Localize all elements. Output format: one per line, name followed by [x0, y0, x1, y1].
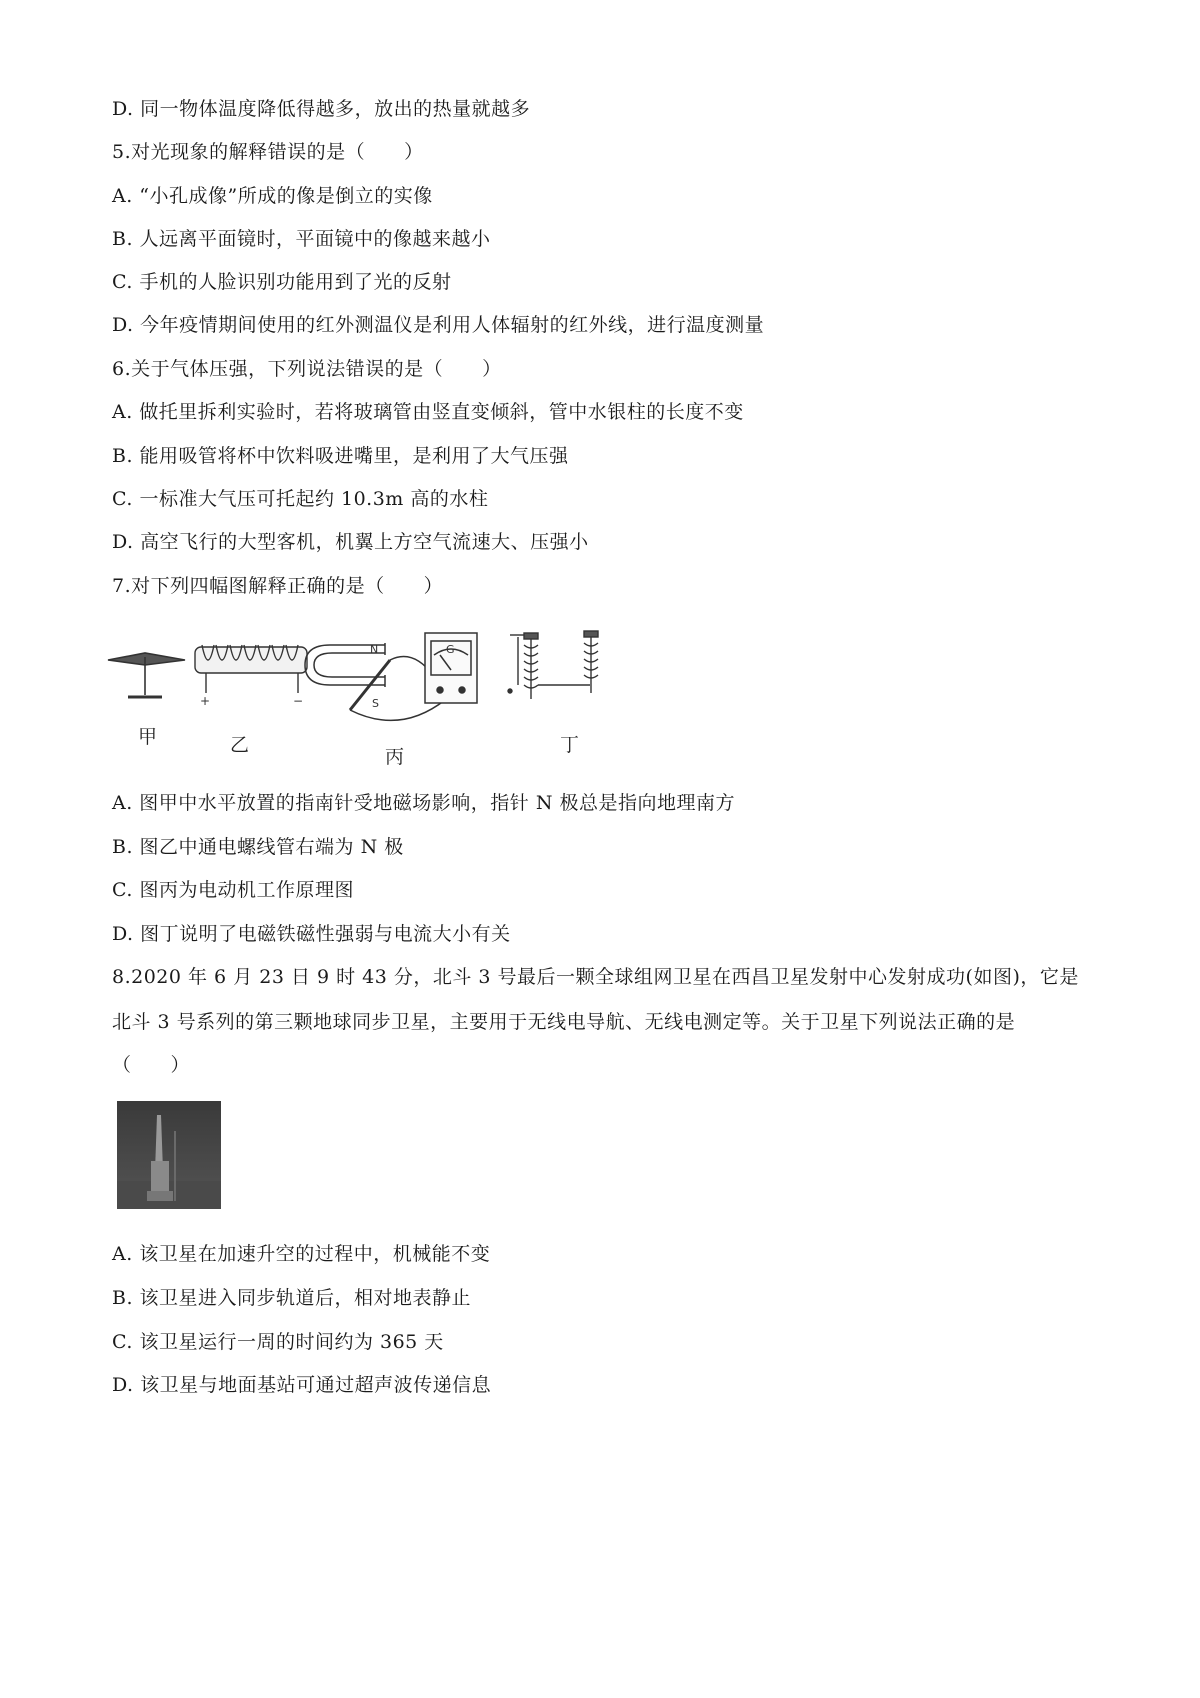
- question-6-stem: 6.关于气体压强，下列说法错误的是（ ）: [112, 358, 502, 380]
- option-8d: D. 该卫星与地面基站可通过超声波传递信息: [112, 1374, 492, 1396]
- option-8b: B. 该卫星进入同步轨道后，相对地表静止: [112, 1287, 472, 1309]
- option-6b: B. 能用吸管将杯中饮料吸进嘴里，是利用了大气压强: [112, 445, 569, 467]
- caption-ding: 丁: [560, 734, 580, 756]
- option-7a: A. 图甲中水平放置的指南针受地磁场影响，指针 N 极总是指向地理南方: [112, 792, 736, 814]
- option-5d: D. 今年疫情期间使用的红外测温仪是利用人体辐射的红外线，进行温度测量: [112, 314, 765, 336]
- option-5a: A. “小孔成像”所成的像是倒立的实像: [112, 185, 433, 207]
- magnet-n-label: N: [370, 643, 379, 656]
- option-6c: C. 一标准大气压可托起约 10.3m 高的水柱: [112, 488, 489, 510]
- option-6d: D. 高空飞行的大型客机，机翼上方空气流速大、压强小: [112, 531, 589, 553]
- caption-jia: 甲: [138, 726, 158, 748]
- option-7d: D. 图丁说明了电磁铁磁性强弱与电流大小有关: [112, 923, 511, 945]
- option-4d: D. 同一物体温度降低得越多，放出的热量就越多: [112, 98, 531, 120]
- option-7b: B. 图乙中通电螺线管右端为 N 极: [112, 836, 404, 858]
- electromagnet-diagram: [508, 631, 598, 699]
- compass-diagram: [108, 653, 185, 697]
- question-8-stem-line2: 北斗 3 号系列的第三颗地球同步卫星，主要用于无线电导航、无线电测定等。关于卫星下列说法正确的是: [112, 1011, 1016, 1033]
- caption-bing: 丙: [385, 746, 405, 768]
- magnet-s-label: S: [372, 697, 379, 710]
- solenoid-plus-label: +: [200, 694, 211, 708]
- question-8-stem-line1: 8.2020 年 6 月 23 日 9 时 43 分，北斗 3 号最后一颗全球组网卫星在西昌卫星发射中心发射成功(如图)，它是: [112, 966, 1079, 988]
- galvanometer-g-label: G: [446, 643, 455, 656]
- option-8c: C. 该卫星运行一周的时间约为 365 天: [112, 1331, 444, 1353]
- option-5b: B. 人远离平面镜时，平面镜中的像越来越小: [112, 228, 491, 250]
- option-6a: A. 做托里拆利实验时，若将玻璃管由竖直变倾斜，管中水银柱的长度不变: [112, 401, 744, 423]
- question-7-stem: 7.对下列四幅图解释正确的是（ ）: [112, 575, 444, 597]
- question-8-stem-line3: （ ）: [112, 1054, 191, 1076]
- solenoid-diagram: [195, 645, 307, 708]
- option-8a: A. 该卫星在加速升空的过程中，机械能不变: [112, 1243, 491, 1265]
- option-5c: C. 手机的人脸识别功能用到了光的反射: [112, 271, 452, 293]
- rocket-launch-photo: [117, 1101, 221, 1209]
- solenoid-minus-label: −: [293, 694, 304, 708]
- option-7c: C. 图丙为电动机工作原理图: [112, 879, 354, 901]
- question-5-stem: 5.对光现象的解释错误的是（ ）: [112, 141, 424, 163]
- generator-diagram: [305, 633, 477, 720]
- caption-yi: 乙: [230, 734, 250, 756]
- question-7-figure: [100, 615, 640, 775]
